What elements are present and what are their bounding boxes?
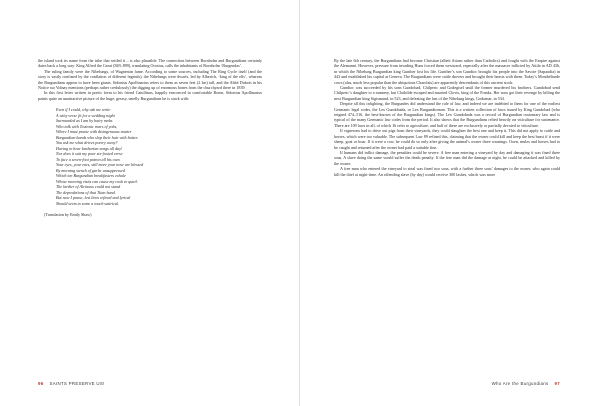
- poem-line: Whose morning visits can cause my cook to quail.: [56, 178, 138, 184]
- running-head: SAINTS PRESERVE US!: [49, 381, 105, 386]
- body-paragraph: A free man who entered the vineyard to steal was fined two sous, with a further three sous’ damages to the owner, who again could kill the thief at night-time. An offending slave (by day) would receive 300 lashes, which was more: [334, 166, 560, 177]
- poem-line: Your eyes, your ears, still more your nose are blessed: [56, 162, 144, 168]
- poem-line: Even if I could, why ask me write: [56, 107, 111, 113]
- page-number: 97: [554, 381, 560, 386]
- poem-line: Who talk with Teutonic roars of yobs,: [56, 123, 118, 129]
- translation-credit: (Translation by Emily Shaw): [44, 212, 92, 218]
- poem-line: Where I must praise with disingenuous mutter: [56, 129, 132, 135]
- body-paragraph: Gundioc was succeeded by his sons Gundobad, Chilperic and Godegisel until the former murdered his brothers. Gundobad send Chilperic’s daughter to a nunnery, but Clothilde escaped and married Clovis, king of the Franks. Her sons got their revenge by killing the next Burgundian king Sigismund, in 523, and defeating the last of the Nibelung kings, Godomar, in 534.: [334, 85, 560, 101]
- body-paragraph: If vignerons had to drive out pigs from their vineyards, they could slaughter the best one and keep it. This did not apply to cattle and horses, which were too valuable. The subsequent Law 89 refined this, claiming that the owner could kill and keep the best beast if it were sheep, goat or boar. If it were a cow, he could do so only after giving the animal’s owner three warnings. Oxen, mules and horses had to be caught and returned after the owner had paid a suitable fine.: [334, 128, 560, 150]
- poem-line: By morning stench of garlic unsuppressed: [56, 167, 125, 173]
- right-page: [300, 0, 600, 406]
- right-folio: [492, 381, 560, 386]
- poem-line: A witty verse fit for a wedding night: [56, 112, 115, 118]
- poem-line: Surrounded as I am by hairy mobs: [56, 118, 113, 124]
- right-page-body: [334, 58, 560, 177]
- body-paragraph: If humans did inflict damage, the penalties could be severe. A free man entering a vineyard by day and damaging it was fined three sous. A slave doing the same would suffer the death penalty. If the free man did the damage at night, he could be attacked and killed by the owner.: [334, 149, 560, 166]
- poem-line: Nor does it suit my poor six-footed verse: [56, 151, 123, 157]
- left-page-body: [38, 58, 262, 218]
- poem-line: You ask me what drives poetry away?: [56, 140, 118, 146]
- poem-line: The lardier of Alcinous could not stand: [56, 184, 121, 190]
- running-head: Who Are the Burgundians: [491, 381, 549, 386]
- poem-line: Which ten Burgundian breakfasters exhale: [56, 173, 126, 179]
- poem-block: [56, 107, 262, 206]
- poem-line: To face a seven-foot patron all his own.: [56, 156, 121, 162]
- body-paragraph: Despite all this infighting, the Burgundes did understand the rule of law, and indeed we are indebted to them for one of the earliest Germanic legal codes, the Lex Gundobada, or Lex Burgundionum. This is a written collection of laws issued by King Gundobad (who reigned 474–516, the best-known of the Burgundian kings). The Lex Gundobada was a record of Burgundian customary law and is typical of the many Germanic law codes from the period. It also shows that the Burgundians relied heavily on viticulture for sustenance. There are 109 laws in all, of which 16 refer to agriculture, and half of these are exclusively or partially devoted to viticulture.: [334, 101, 560, 128]
- left-folio: [38, 381, 105, 386]
- body-paragraph: In this first letter written in poetic form to his friend Catullinus, happily ensconced in comfortable Rome, Sidonius Apollinarius paints quite an unattractive picture of the huge, greasy, smelly Burgundians he is stuck with:: [38, 90, 262, 101]
- page-number: 96: [38, 381, 44, 386]
- poem-line: Should seem to some a touch satirical.: [56, 200, 120, 206]
- body-paragraph: the island took its name from the tribe that settled it – is also plausible. The connection between Bornholm and Burgundians certainly dates back a long way: King Alfred the Great (849–899), translating Orosius, calls the inhabitants of Bornholm ‘Burgendas’.: [38, 58, 262, 69]
- poem-line: The depredations of that Titan band.: [56, 189, 116, 195]
- body-paragraph: The ruling family were the Nibelungs, of Wagnerian fame. According to some sources, including The Ring Cycle itself (and the story is vastly confused by the conflation of different legends), the Nibelungs were dwarfs, led by Alberich, ‘king of the elfs’, whereas the Burgundians appear to have been giants. Sidonius Apollinarius refers to them as seven feet (2.1m) tall, and the Abbé Dubois in his Notice sur Volnay mentions (perhaps rather credulously) the digging up of enormous bones from the churchyard there in 1839.: [38, 68, 262, 91]
- poem-line: Having to hear barbarian songs all day!: [56, 145, 123, 151]
- body-paragraph: By the late 6th century, the Burgundians had become Christian (albeit Arians rather than Catholics) and fought with the Empire against the Alemanni. However, pressure from invading Huns forced them westward, especially after the massacre inflicted by Attila in AD 436, in which the Nibelung Burgundian king Gunther lost his life. Gunther’s son Gundioc brought his people into the Savoie (Sapaudia) in 443 and established his capital at Geneva. The Burgundians were cattle drovers and brought their beasts with them. Today’s Montbéliarde cows (alas, much less popular than the ubiquitous Charolais) are apparently descendants of this ancient stock.: [334, 58, 560, 85]
- poem-line: Burgundian bands who slop their hair with butter.: [56, 134, 138, 140]
- poem-line: But now I pause, lest lines refined and lyrical: [56, 195, 131, 201]
